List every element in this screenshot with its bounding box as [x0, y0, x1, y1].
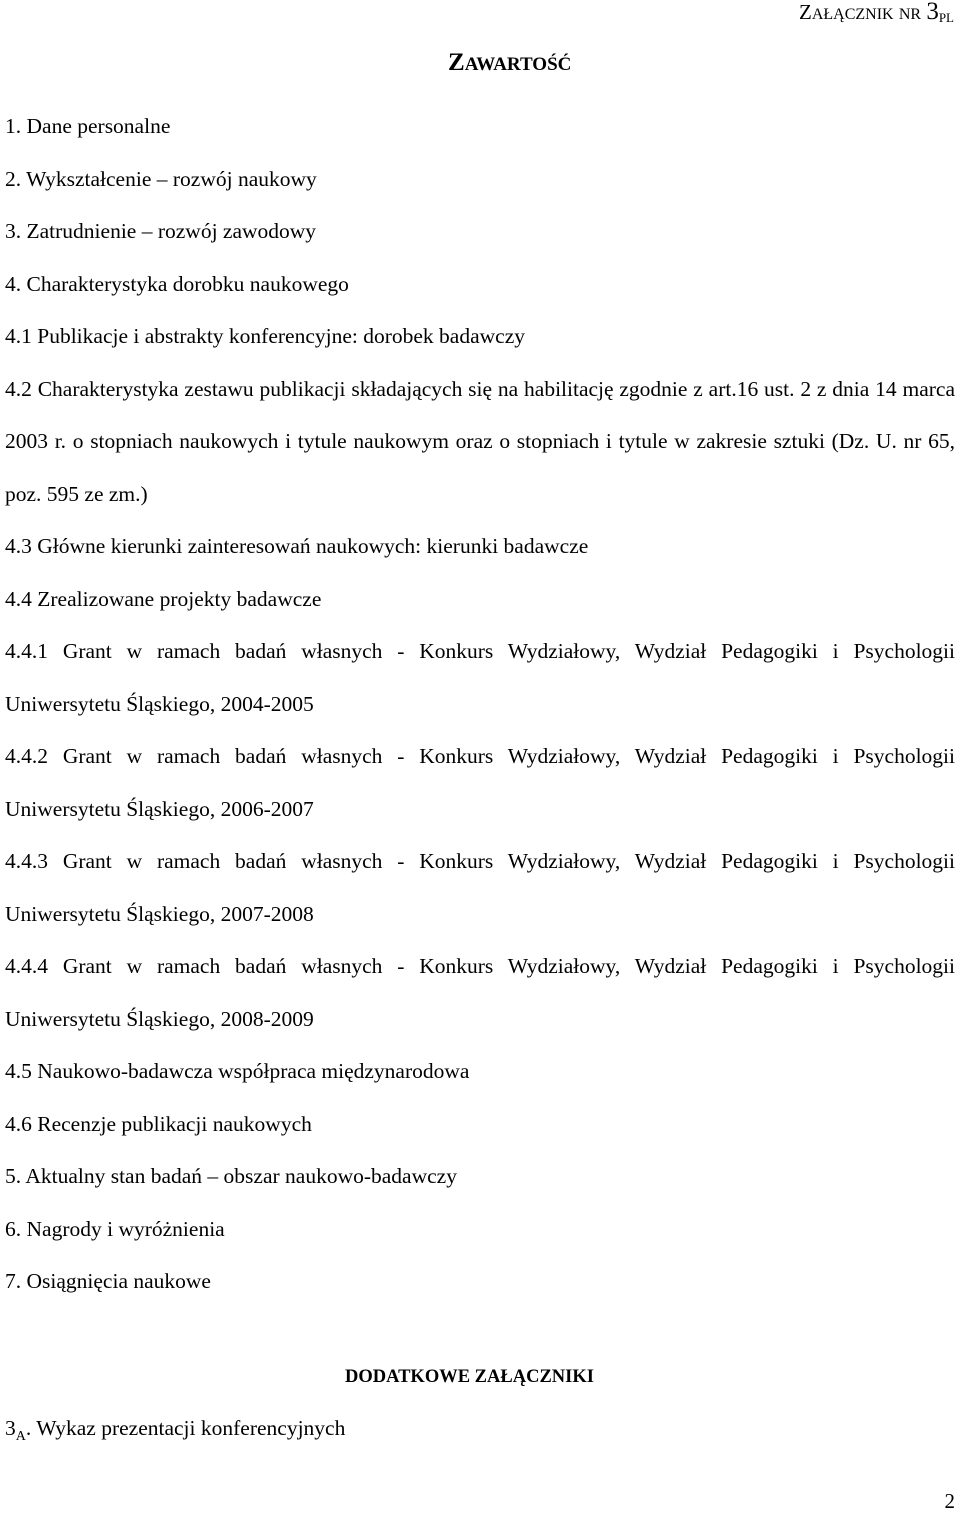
toc-item: 5. Aktualny stan badań – obszar naukowo-badawczy — [5, 1164, 457, 1188]
appendix-item-number: 3 — [5, 1416, 16, 1440]
title-rest: AWARTOŚĆ — [464, 54, 572, 75]
title-cap: Z — [448, 49, 465, 76]
toc-item: 6. Nagrody i wyróżnienia — [5, 1216, 225, 1241]
toc-item: 4. Charakterystyka dorobku naukowego — [5, 271, 349, 296]
toc-item: 4.3 Główne kierunki zainteresowań naukowych: kierunki badawcze — [5, 534, 589, 558]
toc-item: 4.2 Charakterystyka zestawu publikacji składających się na habilitację zgodnie z art.16 ust. 2 z dnia 14 marca 2003 r. o stopniach naukowych i tytule naukowym oraz o stopniach i tytule w zakresie sztuki (Dz. U. nr 65, poz. 595 ze zm.) — [5, 376, 955, 506]
page-number: 2 — [944, 1489, 955, 1513]
annex-rest: AŁĄCZNIK — [811, 6, 894, 23]
toc-item: 4.4.1 Grant w ramach badań własnych - Konkurs Wydziałowy, Wydział Pedagogiki i Psychologii Uniwersytetu Śląskiego, 2004-2005 — [5, 639, 955, 716]
toc-item: 4.1 Publikacje i abstrakty konferencyjne: dorobek badawczy — [5, 324, 525, 348]
annex-number: 3 — [926, 0, 939, 25]
toc-item: 4.4.4 Grant w ramach badań własnych - Konkurs Wydziałowy, Wydział Pedagogiki i Psychologii Uniwersytetu Śląskiego, 2008-2009 — [5, 954, 955, 1031]
page-title — [448, 48, 571, 81]
annex-label — [799, 0, 954, 30]
toc-item: 4.4 Zrealizowane projekty badawcze — [5, 586, 322, 611]
annex-nr: NR — [898, 6, 922, 23]
annex-cap: Z — [799, 0, 812, 24]
toc-item: 1. Dane personalne — [5, 114, 171, 138]
table-of-contents — [5, 100, 955, 1308]
toc-item: 7. Osiągnięcia naukowe — [5, 1269, 211, 1293]
toc-item: 2. Wykształcenie – rozwój naukowy — [5, 166, 317, 191]
appendix-item-text: . Wykaz prezentacji konferencyjnych — [25, 1416, 346, 1440]
toc-item: 4.5 Naukowo-badawcza współpraca międzynarodowa — [5, 1059, 470, 1083]
toc-item: 4.4.2 Grant w ramach badań własnych - Konkurs Wydziałowy, Wydział Pedagogiki i Psychologii Uniwersytetu Śląskiego, 2006-2007 — [5, 744, 955, 821]
toc-item: 3. Zatrudnienie – rozwój zawodowy — [5, 219, 317, 243]
appendix-item — [5, 1413, 345, 1452]
annex-subscript: PL — [938, 10, 954, 25]
appendix-title: DODATKOWE ZAŁĄCZNIKI — [345, 1367, 594, 1387]
toc-item: 4.4.3 Grant w ramach badań własnych - Konkurs Wydziałowy, Wydział Pedagogiki i Psychologii Uniwersytetu Śląskiego, 2007-2008 — [5, 849, 955, 926]
toc-item: 4.6 Recenzje publikacji naukowych — [5, 1111, 312, 1136]
appendix-item-subscript: A — [15, 1429, 26, 1444]
